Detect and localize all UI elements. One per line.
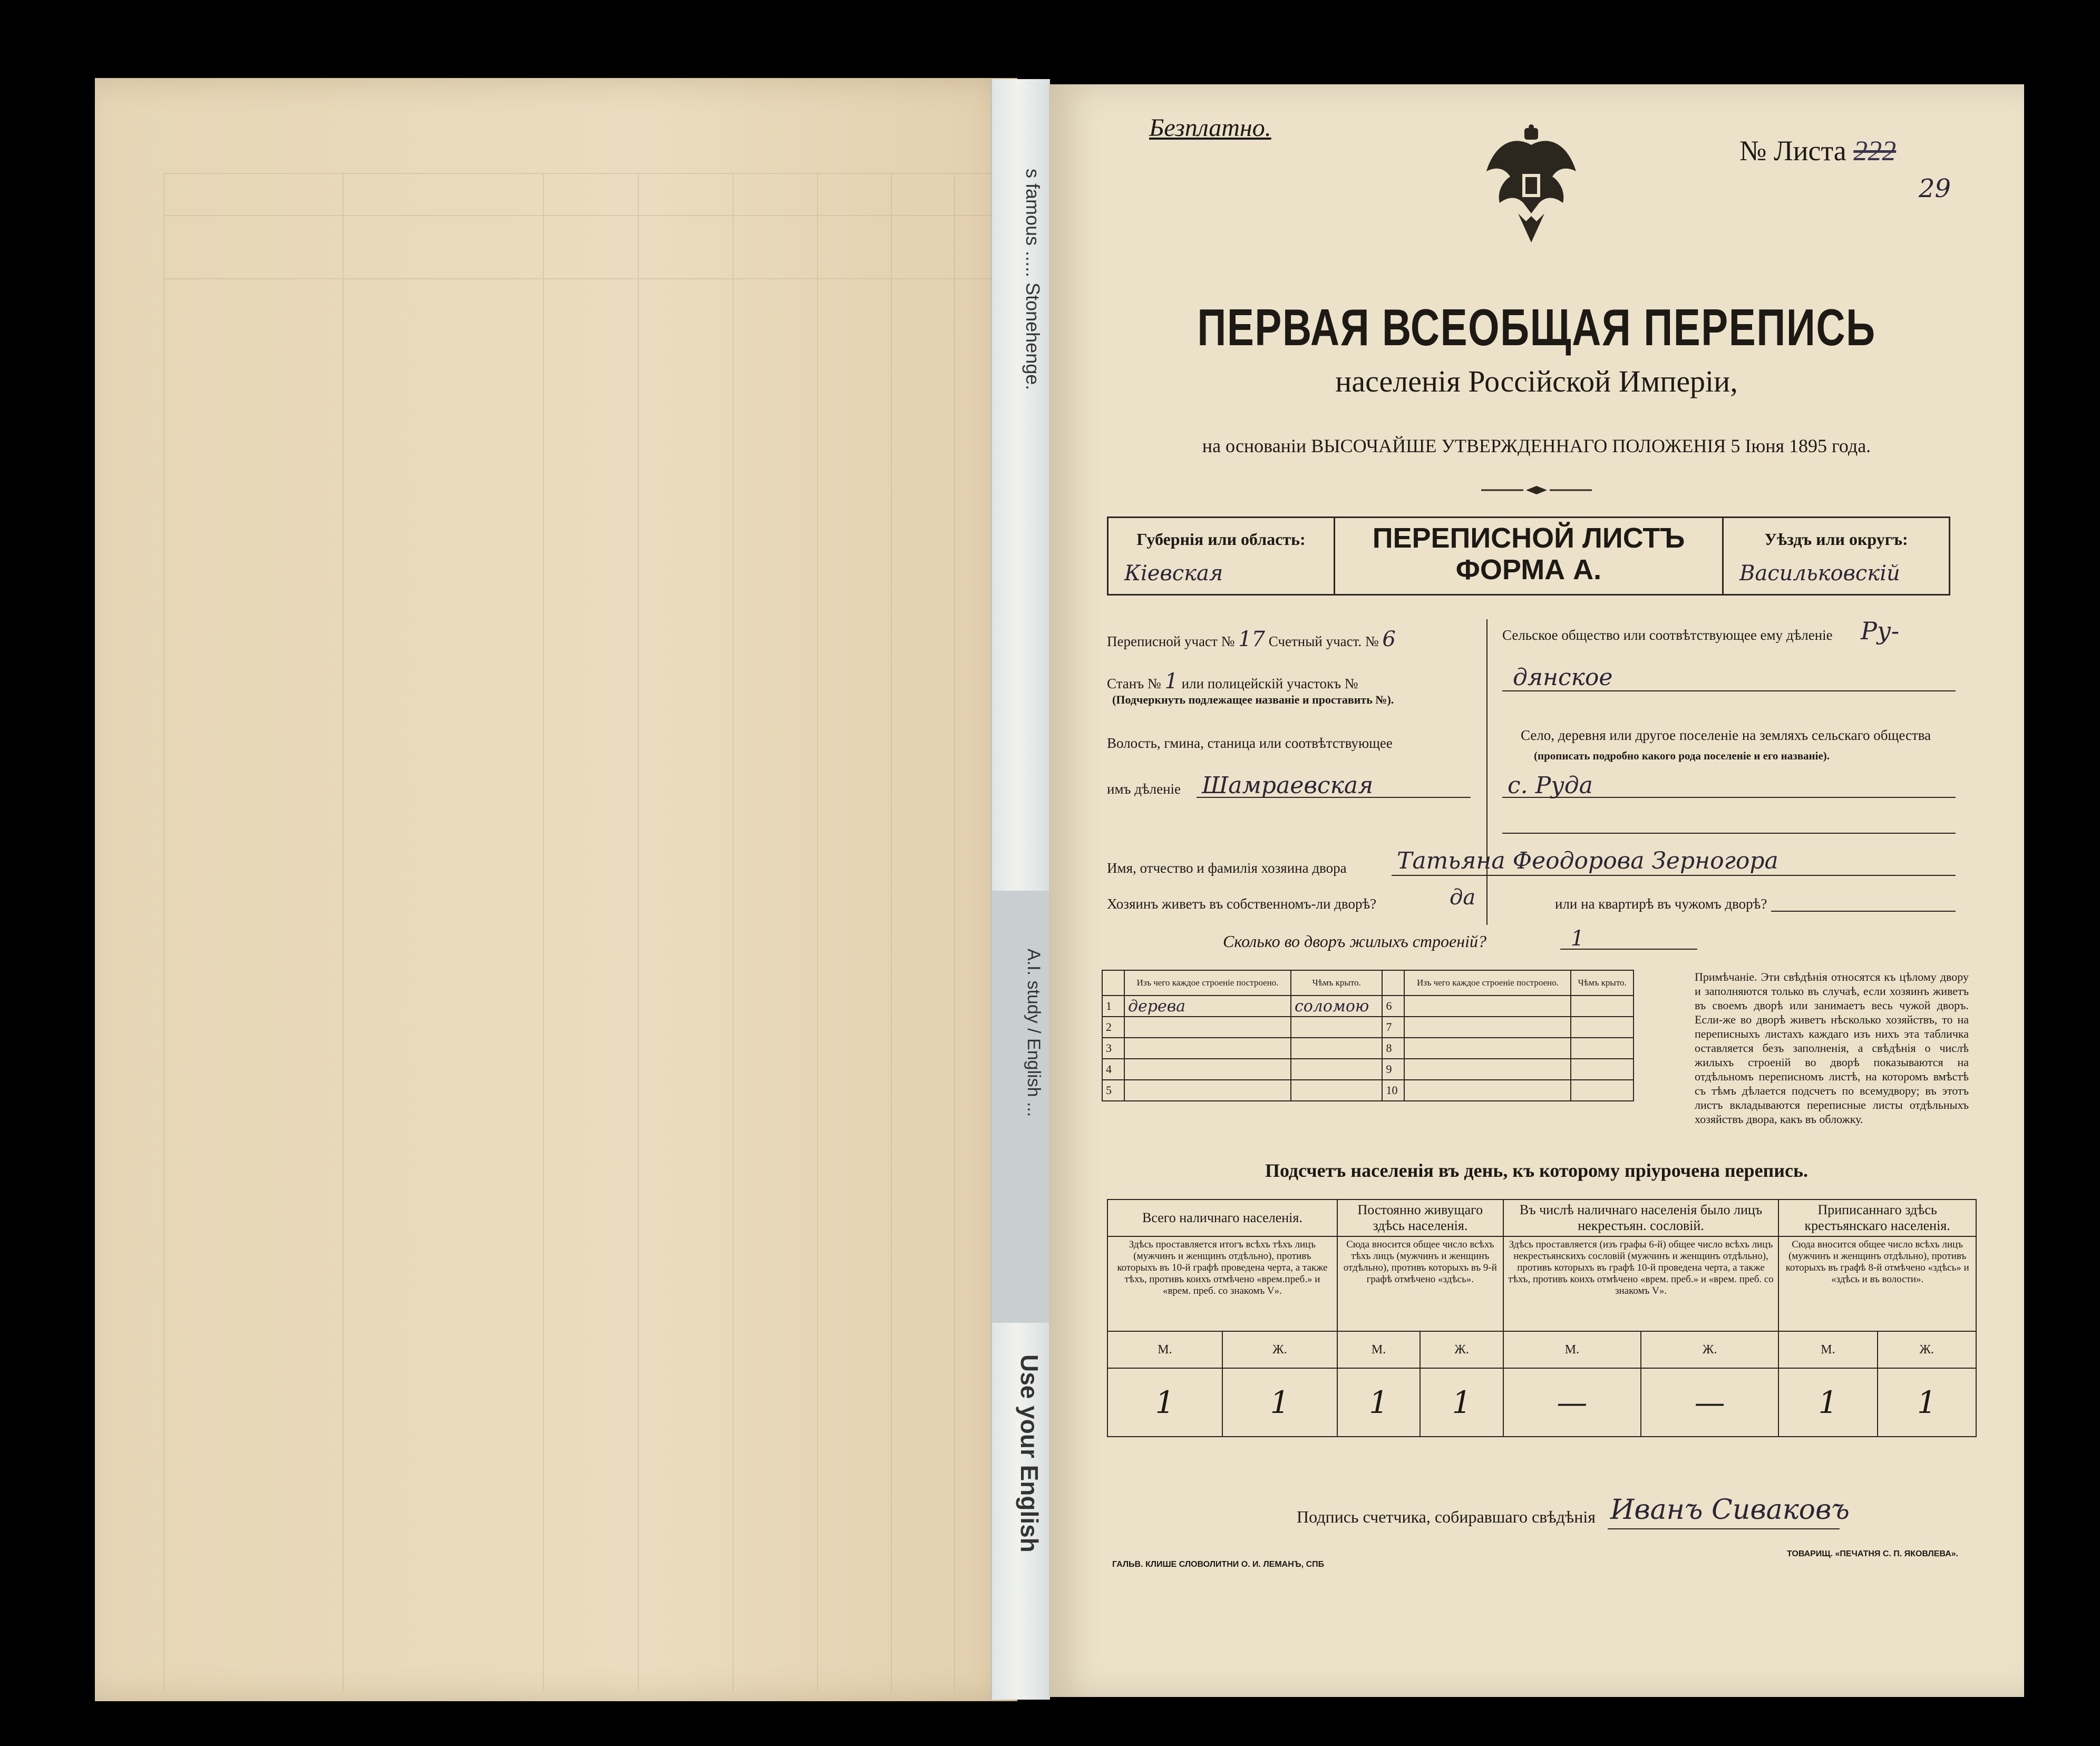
dwelling-roof: соломою	[1291, 996, 1383, 1017]
dwelling-material	[1404, 1038, 1571, 1059]
pop-header-permanent: Постоянно живущаго здѣсь населенія.	[1337, 1199, 1503, 1236]
faded-ruled-grid	[163, 173, 991, 1691]
male-label: М.	[1778, 1331, 1877, 1368]
sheet-number	[1739, 134, 1896, 167]
dwelling-material	[1124, 1080, 1291, 1101]
form-subtitle: населенія Россійской Имперіи,	[1335, 364, 1738, 398]
gubernia-label: Губернія или область:	[1136, 530, 1306, 549]
form-type-title: ПЕРЕПИСНОЙ ЛИСТЪ	[1372, 522, 1685, 554]
dwelling-material	[1404, 996, 1571, 1017]
column-divider	[1486, 619, 1488, 925]
dwelling-material	[1124, 1059, 1291, 1080]
volost-label: Волость, гмина, станица или соотвѣтствующее	[1107, 735, 1393, 751]
dwelling-material	[1404, 1059, 1571, 1080]
gubernia-value: Кіевская	[1124, 561, 1223, 586]
dwelling-material	[1124, 1038, 1291, 1059]
buildings-label: Сколько во дворъ жилыхъ строеній?	[1223, 932, 1486, 951]
total-male-value: 1	[1107, 1368, 1222, 1437]
non-peasant-female-value: —	[1641, 1368, 1778, 1437]
row-number: 6	[1382, 996, 1404, 1017]
volost-label-2: имъ дѣленіе	[1107, 781, 1181, 797]
permanent-female-value: 1	[1420, 1368, 1503, 1437]
registered-female-value: 1	[1878, 1368, 1976, 1437]
owner-name-value: Татьяна Феодорова Зерногора	[1397, 847, 1778, 874]
pop-desc-non-peasant: Здѣсь проставляется (изъ графы 6-й) общее число всѣхъ лицъ некрестьянскихъ сословій (мужчинъ и женщинъ отдѣльно), противъ которыхъ въ графѣ 10-й проведена черта, а также тѣхъ, противъ коихъ отмѣчено «врем. преб.» и «врем. преб. со знакомъ V».	[1503, 1236, 1778, 1331]
owner-name-label: Имя, отчество и фамилія хозяина двора	[1107, 860, 1347, 876]
row-number: 9	[1382, 1059, 1404, 1080]
printer-mark-left: ГАЛЬВ. КЛИШЕ СЛОВОЛИТНИ О. И. ЛЕМАНЪ, СПБ	[1112, 1560, 1325, 1569]
strip-text-lists: A.I. study / English ...	[1024, 949, 1044, 1117]
male-label: М.	[1107, 1331, 1222, 1368]
male-label: М.	[1503, 1331, 1641, 1368]
free-label: Безплатно.	[1149, 114, 1271, 142]
double-headed-eagle-emblem	[1481, 124, 1581, 245]
own-yard-label: Хозяинъ живетъ въ собственномъ-ли дворѣ?	[1107, 896, 1377, 912]
form-header-box	[1107, 516, 1950, 596]
left-page	[95, 78, 1017, 1701]
village-label: Село, деревня или другое поселеніе на земляхъ сельскаго общества	[1521, 727, 1931, 743]
table-row	[1102, 1038, 1634, 1059]
signature-label: Подпись счетчика, собиравшаго свѣдѣнія	[1297, 1507, 1596, 1526]
society-value-1: Ру-	[1861, 617, 1900, 645]
dwelling-roof	[1571, 1017, 1634, 1038]
table-row	[1102, 1059, 1634, 1080]
dwelling-header-roof: Чѣмъ крыто.	[1291, 970, 1383, 996]
uchastok-value: 17	[1238, 627, 1266, 651]
female-label: Ж.	[1878, 1331, 1976, 1368]
form-title: ПЕРВАЯ ВСЕОБЩАЯ ПЕРЕПИСЬ	[1197, 298, 1876, 356]
volost-value: Шамраевская	[1202, 772, 1374, 799]
permanent-male-value: 1	[1337, 1368, 1420, 1437]
count-title: Подсчетъ населенія въ день, къ которому пріурочена перепись.	[1265, 1160, 1809, 1181]
stan-row	[1107, 669, 1358, 694]
uezd-value: Васильковскій	[1739, 561, 1900, 586]
gubernia-cell	[1107, 516, 1334, 596]
stan-label: Станъ №	[1107, 676, 1161, 691]
sheet-number-label: № Листа	[1739, 135, 1846, 167]
rent-label: или на квартирѣ въ чужомъ дворѣ?	[1555, 896, 1767, 912]
sheet-number-value: 222	[1853, 135, 1897, 167]
dwelling-roof	[1291, 1017, 1383, 1038]
society-label: Сельское общество или соотвѣтствующее ему дѣленіе	[1502, 627, 1833, 643]
row-number: 4	[1102, 1059, 1124, 1080]
dwelling-roof	[1291, 1059, 1383, 1080]
corner-number: 29	[1919, 174, 1951, 203]
total-female-value: 1	[1222, 1368, 1337, 1437]
row-number: 1	[1102, 996, 1124, 1017]
underline-note: (Подчеркнуть подлежащее названіе и проставить №).	[1112, 693, 1394, 706]
row-number: 2	[1102, 1017, 1124, 1038]
dwelling-header-roof-2: Чѣмъ крыто.	[1571, 970, 1634, 996]
row-number: 7	[1382, 1017, 1404, 1038]
form-type-letter: ФОРМА А.	[1455, 554, 1602, 586]
pop-desc-permanent: Сюда вносится общее число всѣхъ тѣхъ лицъ (мужчинъ и женщинъ отдѣльно), противъ которыхъ въ 9-й графѣ отмѣчено «здѣсь».	[1337, 1236, 1503, 1331]
dwelling-material: дерева	[1124, 996, 1291, 1017]
pop-header-non-peasant: Въ числѣ наличнаго населенія было лицъ некрестьян. сословій.	[1503, 1199, 1778, 1236]
dwelling-roof	[1291, 1080, 1383, 1101]
strip-text-famous: s famous ..... Stonehenge.	[1022, 169, 1044, 391]
bookmark-strip	[991, 79, 1050, 1700]
pop-desc-total: Здѣсь проставляется итогъ всѣхъ тѣхъ лицъ (мужчинъ и женщинъ отдѣльно), противъ которыхъ въ 10-й графѣ проведена черта, а также тѣхъ, противъ коихъ отмѣчено «врем.преб.» и «врем. преб. со знакомъ V».	[1107, 1236, 1337, 1331]
pop-header-registered: Приписаннаго здѣсь крестьянскаго населенія.	[1778, 1199, 1976, 1236]
population-table	[1107, 1199, 1977, 1437]
dwelling-roof	[1571, 1059, 1634, 1080]
printer-mark-right: ТОВАРИЩ. «ПЕЧАТНЯ С. П. ЯКОВЛЕВА».	[1787, 1549, 1959, 1558]
dwelling-header-material: Изъ чего каждое строеніе построено.	[1124, 970, 1291, 996]
society-value-2: дянское	[1513, 664, 1613, 691]
female-label: Ж.	[1641, 1331, 1778, 1368]
table-row	[1102, 1080, 1634, 1101]
table-row	[1102, 1017, 1634, 1038]
uezd-label: Уѣздъ или округъ:	[1764, 530, 1908, 549]
female-label: Ж.	[1222, 1331, 1337, 1368]
ornament-divider	[1481, 485, 1592, 495]
dwelling-roof	[1571, 996, 1634, 1017]
female-label: Ж.	[1420, 1331, 1503, 1368]
pop-desc-registered: Сюда вносится общее число всѣхъ лицъ (мужчинъ и женщинъ отдѣльно), противъ которыхъ въ графѣ 8-й отмѣчено «здѣсь» и «здѣсь и въ волости».	[1778, 1236, 1976, 1331]
uchastok-label: Переписной участ №	[1107, 633, 1235, 649]
registered-male-value: 1	[1778, 1368, 1877, 1437]
strip-text-english: Use your English	[1016, 1354, 1043, 1553]
schetny-value: 6	[1382, 627, 1396, 651]
dwelling-header-material-2: Изъ чего каждое строеніе построено.	[1404, 970, 1571, 996]
village-note: (прописать подробно какого рода поселеніе и его названіе).	[1534, 749, 1830, 762]
buildings-value: 1	[1571, 926, 1584, 951]
dwelling-roof	[1571, 1038, 1634, 1059]
dwelling-material	[1404, 1017, 1571, 1038]
dwelling-table	[1102, 970, 1634, 1101]
form-type-cell	[1334, 516, 1724, 596]
row-number: 5	[1102, 1080, 1124, 1101]
dwelling-material	[1124, 1017, 1291, 1038]
uezd-cell	[1724, 516, 1950, 596]
dwelling-roof	[1291, 1038, 1383, 1059]
dwelling-material	[1404, 1080, 1571, 1101]
pop-header-total: Всего наличнаго населенія.	[1107, 1199, 1337, 1236]
signature-value: Иванъ Сиваковъ	[1610, 1494, 1850, 1526]
village-value: с. Руда	[1508, 772, 1593, 799]
table-row	[1102, 996, 1634, 1017]
row-number: 3	[1102, 1038, 1124, 1059]
dwelling-roof	[1571, 1080, 1634, 1101]
non-peasant-male-value: —	[1503, 1368, 1641, 1437]
census-form-page	[1049, 84, 2024, 1697]
row-number: 10	[1382, 1080, 1404, 1101]
stan-value: 1	[1164, 669, 1178, 694]
own-yard-value: да	[1450, 885, 1476, 910]
uchastok-row	[1107, 627, 1396, 651]
police-label: или полицейскій участокъ №	[1181, 676, 1358, 691]
schetny-label: Счетный участ. №	[1268, 633, 1379, 649]
dwelling-note: Примѣчаніе. Эти свѣдѣнія относятся къ цѣлому двору и заполняются только въ случаѣ, если хозяинъ живетъ въ своемъ дворѣ или занимаетъ весь чужой дворъ. Если-же во дворѣ живетъ нѣсколько хозяйствъ, то на переписныхъ листахъ каждаго изъ нихъ эта табличка оставляется безъ заполненія, а свѣдѣнія о числѣ жилыхъ строеній во дворѣ показываются на отдѣльномъ переписномъ листѣ, на которомъ вмѣстѣ съ тѣмъ дѣлается подсчетъ по всемудвору; въ этотъ листъ вкладываются переписные листы отдѣльныхъ хозяйствъ двора, какъ въ обложку.	[1695, 970, 1969, 1126]
legal-basis: на основаніи ВЫСОЧАЙШЕ УТВЕРЖДЕННАГО ПОЛОЖЕНІЯ 5 Іюня 1895 года.	[1202, 435, 1871, 456]
row-number: 8	[1382, 1038, 1404, 1059]
male-label: М.	[1337, 1331, 1420, 1368]
